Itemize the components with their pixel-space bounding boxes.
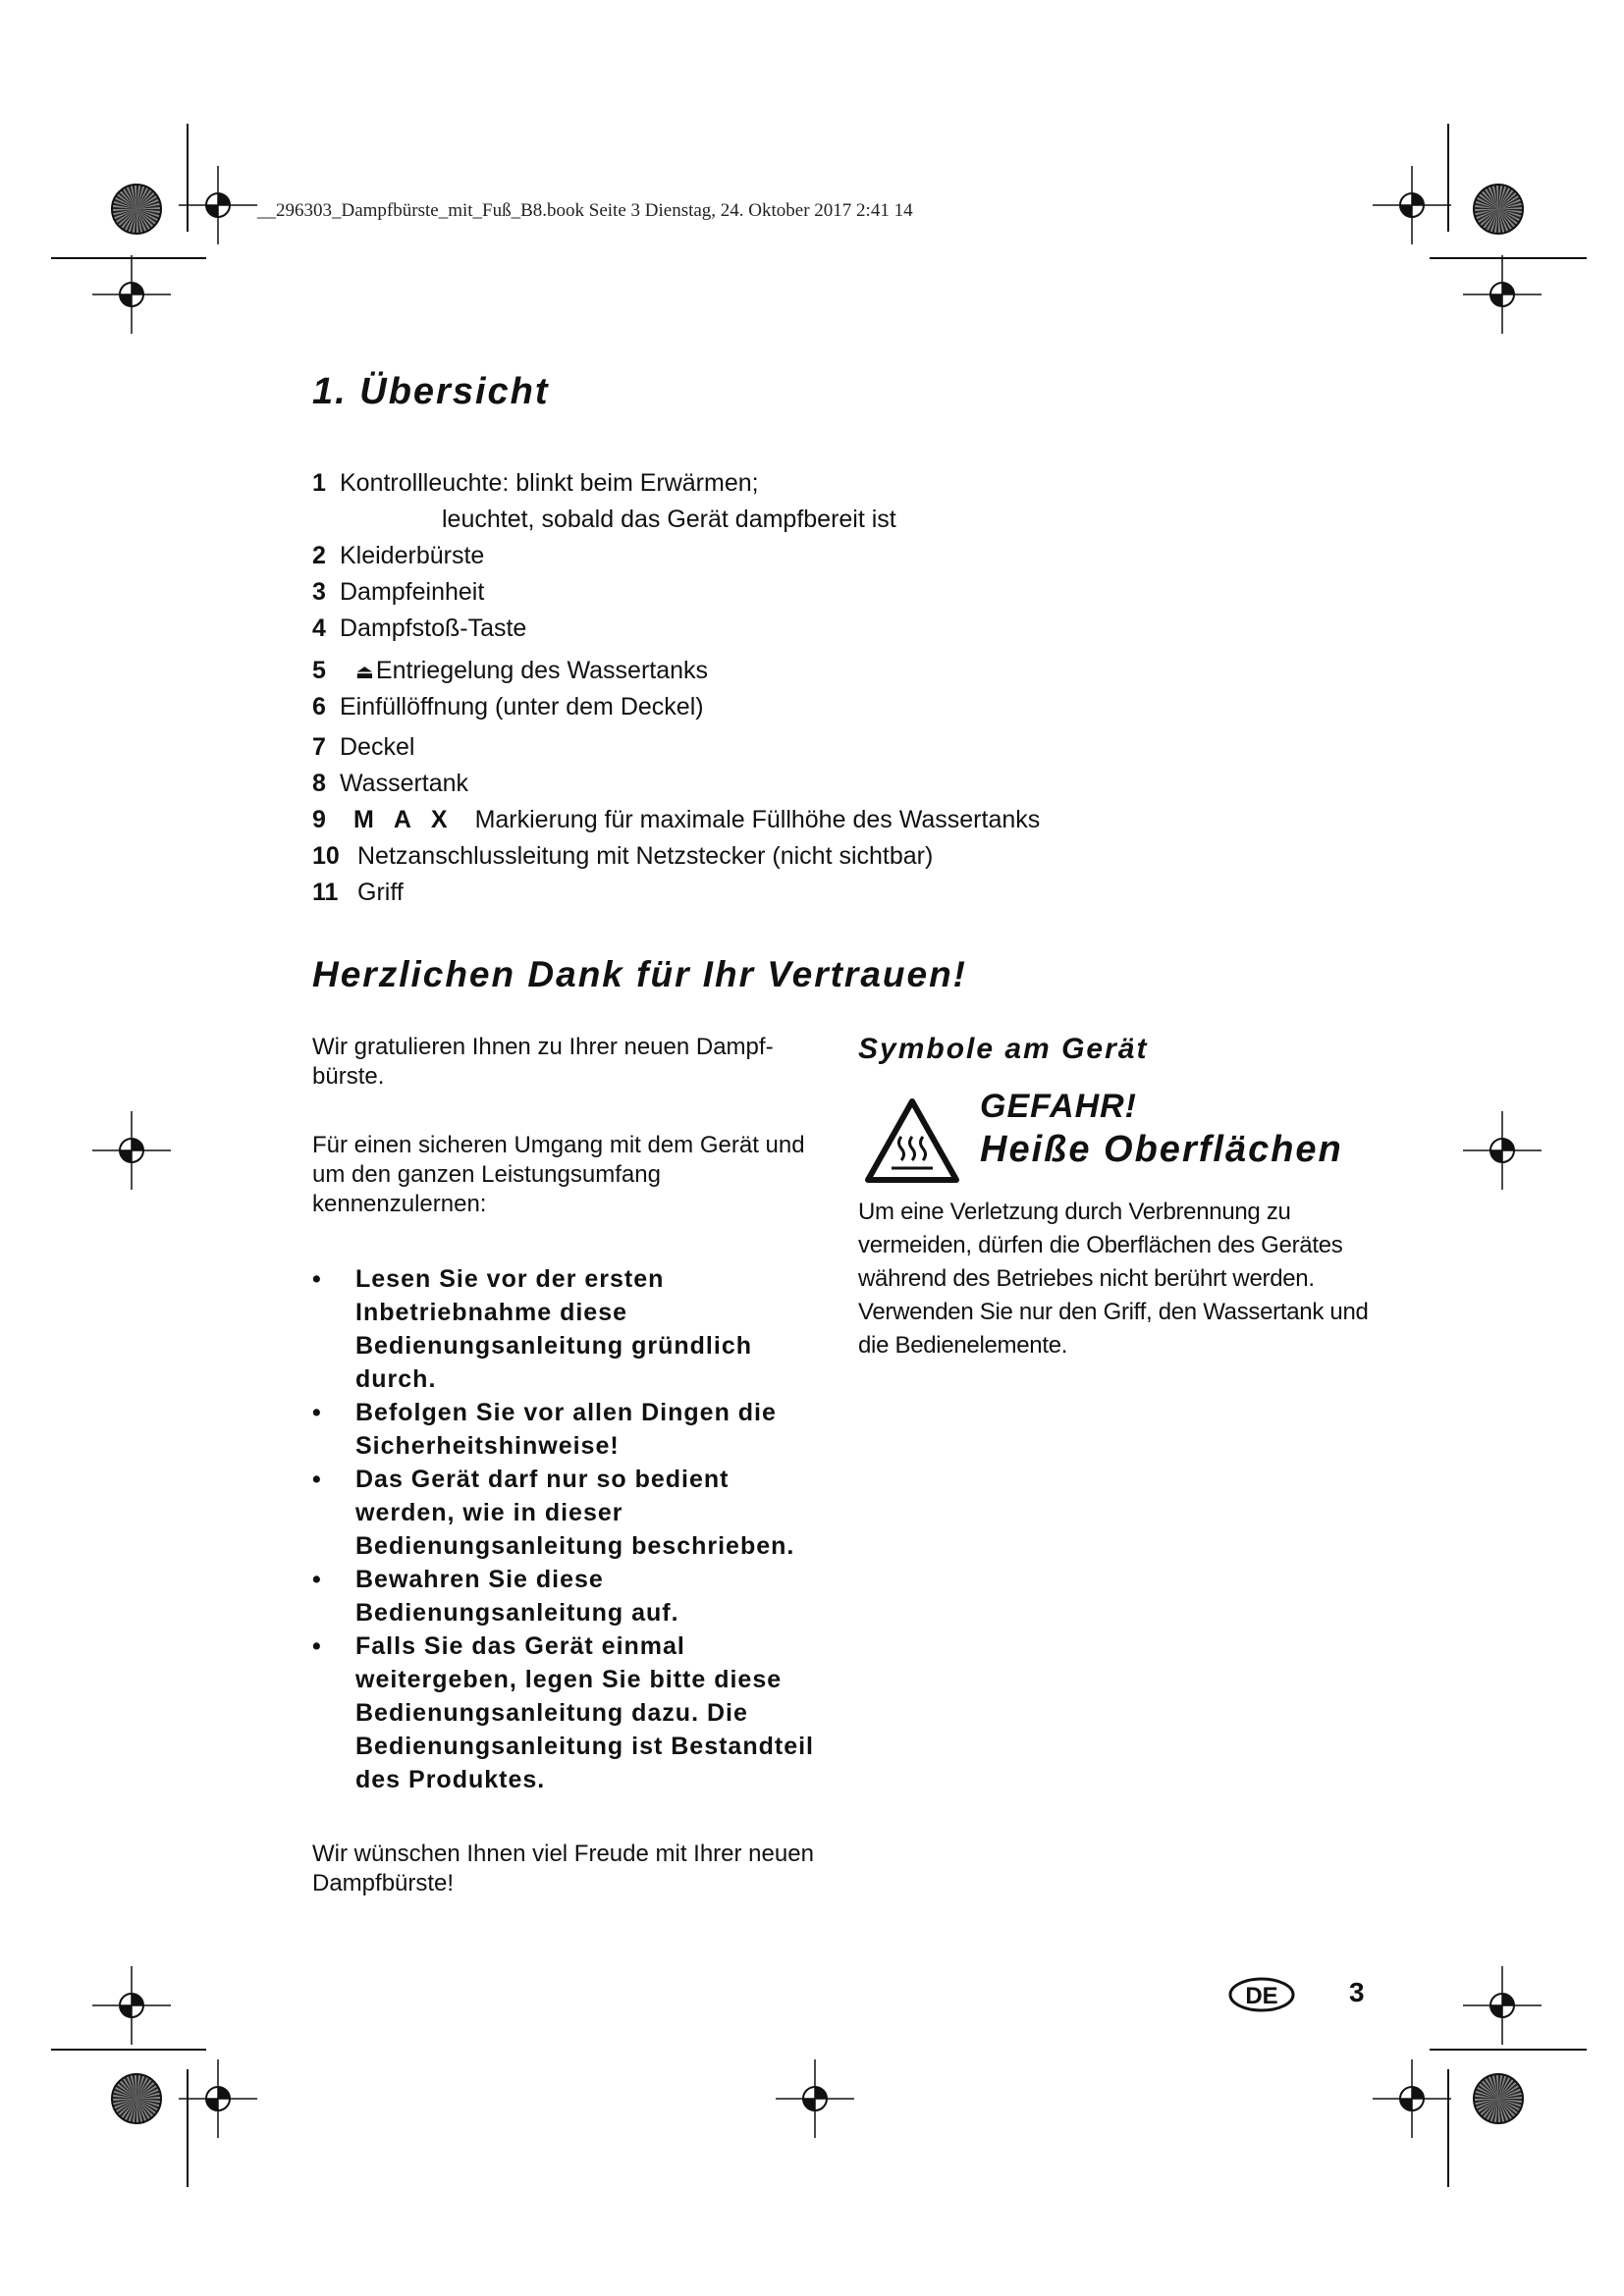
color-target-icon — [1471, 2071, 1526, 2126]
item-text: Griff — [357, 879, 404, 906]
registration-mark-icon — [179, 2059, 257, 2138]
item-number: 10 — [312, 842, 340, 870]
eject-icon: ⏏ — [355, 662, 374, 683]
bullet: • — [312, 1632, 322, 1660]
page-number: 3 — [1349, 1977, 1365, 2007]
item-number: 7 — [312, 733, 326, 761]
color-target-icon — [109, 182, 164, 237]
list-item: • Bewahren Sie diese Bedienungsanleitung auf. — [312, 1563, 833, 1629]
overview-list — [312, 465, 1196, 911]
registration-mark-icon — [1463, 255, 1542, 334]
registration-mark-icon — [92, 1966, 171, 2045]
item-text: leuchtet, sobald das Gerät dampfbereit ist — [442, 506, 896, 533]
danger-label: GEFAHR! — [980, 1088, 1137, 1125]
overview-item-11 — [312, 875, 1196, 911]
language-code: DE — [1245, 1983, 1278, 2009]
item-text: Markierung für maximale Füllhöhe des Wassertanks — [474, 806, 1041, 833]
overview-item-6 — [312, 689, 1196, 725]
item-number: 3 — [312, 578, 326, 606]
thanks-title: Herzlichen Dank für Ihr Vertrauen! — [312, 954, 967, 994]
item-text: Einfüllöffnung (unter dem Deckel) — [340, 693, 704, 721]
max-label: MAX — [353, 806, 467, 833]
overview-item-5 — [312, 653, 1196, 689]
overview-item-4 — [312, 611, 1196, 647]
hazard-label: Heiße Oberflächen — [980, 1129, 1343, 1170]
bullet: • — [312, 1566, 322, 1593]
item-text: Kleiderbürste — [340, 542, 485, 569]
language-badge — [1227, 1976, 1296, 2013]
item-text: Entriegelung des Wassertanks — [375, 657, 709, 684]
item-number: 8 — [312, 770, 326, 797]
item-number: 6 — [312, 693, 326, 721]
list-item: • Befolgen Sie vor allen Dingen die Sicherheitshinweise! — [312, 1396, 833, 1463]
symbols-title: Symbole am Gerät — [858, 1033, 1149, 1065]
item-number: 5 — [312, 657, 326, 684]
list-item: • Das Gerät darf nur so bedient werden, wie in dieser Bedienungsanleitung beschrieben. — [312, 1463, 833, 1563]
bullet: • — [312, 1265, 322, 1293]
thanks-column — [312, 1033, 833, 1898]
item-number: 1 — [312, 469, 326, 497]
overview-item-7 — [312, 729, 1196, 766]
overview-item-2 — [312, 538, 1196, 574]
registration-mark-icon — [179, 166, 257, 244]
warning-text: Um eine Verletzung durch Verbrennung zu vermeiden, dürfen die Oberflächen des Gerätes während des Betriebes nicht berührt werden. Verwenden Sie nur den Griff, den Wassertank und die Bedienelemente. — [858, 1199, 1369, 1359]
item-text: Wassertank — [340, 770, 469, 797]
item-number: 11 — [312, 879, 339, 906]
intro-paragraph-2: Für einen sicheren Umgang mit dem Gerät und um den ganzen Leistungsumfang kennenzulernen: — [312, 1132, 805, 1217]
hot-surface-warning-icon — [864, 1097, 960, 1184]
registration-mark-icon — [1373, 166, 1451, 244]
overview-item-10 — [312, 838, 1196, 875]
symbols-column — [858, 1033, 1388, 1362]
file-header-line: __296303_Dampfbürste_mit_Fuß_B8.book Seite 3 Dienstag, 24. Oktober 2017 2:41 14 — [257, 200, 913, 221]
overview-item-8 — [312, 766, 1196, 802]
bullet: • — [312, 1466, 322, 1493]
item-text: Deckel — [340, 733, 415, 761]
overview-item-1 — [312, 465, 1196, 502]
registration-mark-icon — [92, 255, 171, 334]
registration-mark-icon — [1463, 1966, 1542, 2045]
closing-paragraph: Wir wünschen Ihnen viel Freude mit Ihrer neuen Dampfbürste! — [312, 1841, 814, 1896]
color-target-icon — [109, 2071, 164, 2126]
item-number: 9 — [312, 806, 326, 833]
bullet: • — [312, 1399, 322, 1426]
item-text: Kontrollleuchte: blinkt beim Erwärmen; — [340, 469, 759, 497]
overview-item-9 — [312, 802, 1196, 838]
registration-mark-icon — [92, 1111, 171, 1190]
hot-surface-warning — [858, 1088, 1388, 1176]
list-item: • Falls Sie das Gerät einmal weitergeben, legen Sie bitte diese Bedienungsanleitung dazu. Die Bedienungsanleitung ist Bestandteil des Produktes. — [312, 1629, 833, 1796]
registration-mark-icon — [776, 2059, 854, 2138]
item-number: 4 — [312, 614, 326, 642]
item-number: 2 — [312, 542, 326, 569]
instructions-list — [312, 1262, 833, 1796]
item-text: Dampfeinheit — [340, 578, 485, 606]
intro-paragraph: Wir gratulieren Ihnen zu Ihrer neuen Dampf-bürste. — [312, 1034, 774, 1090]
overview-item-1-continuation — [312, 502, 1196, 538]
overview-item-3 — [312, 574, 1196, 611]
item-text: Dampfstoß-Taste — [340, 614, 527, 642]
item-text: Netzanschlussleitung mit Netzstecker (nicht sichtbar) — [357, 842, 934, 870]
registration-mark-icon — [1373, 2059, 1451, 2138]
overview-title: 1. Übersicht — [312, 371, 550, 412]
color-target-icon — [1471, 182, 1526, 237]
list-item: • Lesen Sie vor der ersten Inbetriebnahme diese Bedienungsanleitung gründlich durch. — [312, 1262, 833, 1396]
registration-mark-icon — [1463, 1111, 1542, 1190]
